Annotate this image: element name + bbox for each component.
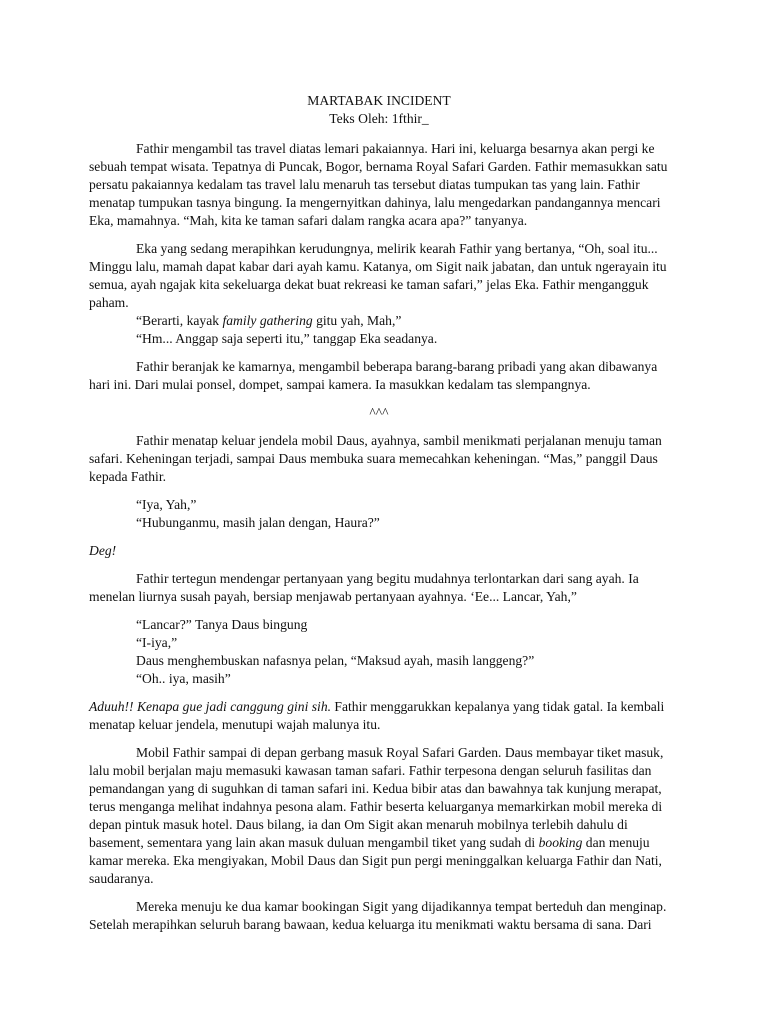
paragraph-7-post: dan menuju kamar mereka. Eka mengiyakan, Mobil Daus dan Sigit pun pergi meninggalkan keluarga Fathir dan Nati, saudaranya. [89, 835, 662, 886]
dialogue-line-1 [89, 312, 669, 330]
paragraph-7 [89, 744, 669, 888]
paragraph-7-pre: Mobil Fathir sampai di depan gerbang masuk Royal Safari Garden. Daus membayar tiket masuk, lalu mobil berjalan maju memasuki kawasan taman safari. Fathir terpesona dengan seluruh fasilitas dan pemandangan yang di suguhkan di taman safari ini. Kedua bibir atas dan bawahnya tak kunjung merapat, terus menganga melihat indahnya pesona alam. Fathir beserta keluarganya memarkirkan mobil mereka di depan pintuk masuk hotel. Daus bilang, ia dan Om Sigit akan menaruh mobilnya terlebih dahulu di basement, sementara yang lain akan masuk duluan mengambil tiket yang sudah di [89, 745, 664, 850]
exclamation-deg [89, 542, 669, 560]
dialogue-line-4: “Hubunganmu, masih jalan dengan, Haura?” [136, 515, 380, 530]
paragraph-4: Fathir menatap keluar jendela mobil Daus, ayahnya, sambil menikmati perjalanan menuju taman safari. Keheningan terjadi, sampai Daus membuka suara memecahkan keheningan. “Mas,” panggil Daus kepada Fathir. [89, 433, 662, 484]
paragraph-5: Fathir tertegun mendengar pertanyaan yang begitu mudahnya terlontarkan dari sang ayah. Ia menelan liurnya susah payah, bersiap menjawab pertanyaan ayahnya. ‘Ee... Lancar, Yah,” [89, 571, 639, 604]
dialogue-line-1-pre: “Berarti, kayak [136, 313, 223, 328]
paragraph-7-emphasis: booking [538, 835, 583, 850]
dialogue-line-6: “I-iya,” [136, 635, 178, 650]
paragraph-1: Fathir mengambil tas travel diatas lemari pakaiannya. Hari ini, keluarga besarnya akan pergi ke sebuah tempat wisata. Tepatnya di Puncak, Bogor, bernama Royal Safari Garden. Fathir memasukkan satu persatu pakaiannya kedalam tas travel lalu menaruh tas tersebut diatas tumpukan tas yang lain. Fathir menatap tumpukan tasnya bingung. Ia mengernyitkan dahinya, lalu mengedarkan pandangannya mencari Eka, mamahnya. “Mah, kita ke taman safari dalam rangka acara apa?” tanyanya. [89, 141, 668, 228]
scene-separator: ^^^ [369, 405, 389, 420]
dialogue-line-5: “Lancar?” Tanya Daus bingung [136, 617, 308, 632]
author-line: Teks Oleh: 1fthir_ [329, 111, 429, 126]
paragraph-6 [89, 698, 669, 734]
paragraph-8: Mereka menuju ke dua kamar bookingan Sigit yang dijadikannya tempat berteduh dan menginap. Setelah merapihkan seluruh barang bawaan, kedua keluarga itu menikmati waktu bersama di sana. Dari [89, 899, 667, 932]
dialogue-line-2: “Hm... Anggap saja seperti itu,” tanggap Eka seadanya. [136, 331, 438, 346]
document-title: MARTABAK INCIDENT [307, 93, 451, 108]
paragraph-6-thought: Aduuh!! Kenapa gue jadi canggung gini sih. [89, 699, 332, 714]
dialogue-line-7: Daus menghembuskan nafasnya pelan, “Maksud ayah, masih langgeng?” [136, 653, 535, 668]
dialogue-line-8: “Oh.. iya, masih” [136, 671, 231, 686]
paragraph-2: Eka yang sedang merapihkan kerudungnya, melirik kearah Fathir yang bertanya, “Oh, soal itu... Minggu lalu, mamah dapat kabar dari ayah kamu. Katanya, om Sigit naik jabatan, dan untuk ngerayain itu semua, ayah ngajak kita sekeluarga dekat buat rekreasi ke taman safari,” jelas Eka. Fathir mengangguk paham. [89, 241, 667, 310]
dialogue-line-3: “Iya, Yah,” [136, 497, 197, 512]
exclamation-deg-text: Deg! [89, 543, 117, 558]
paragraph-3: Fathir beranjak ke kamarnya, mengambil beberapa barang-barang pribadi yang akan dibawanya hari ini. Dari mulai ponsel, dompet, sampai kamera. Ia masukkan kedalam tas slempangnya. [89, 359, 658, 392]
document-body [89, 92, 669, 944]
paragraph-6-rest: Fathir menggarukkan kepalanya yang tidak gatal. Ia kembali menatap keluar jendela, menutupi wajah malunya itu. [89, 699, 665, 732]
dialogue-line-1-emphasis: family gathering [222, 313, 313, 328]
dialogue-line-1-post: gitu yah, Mah,” [312, 313, 402, 328]
